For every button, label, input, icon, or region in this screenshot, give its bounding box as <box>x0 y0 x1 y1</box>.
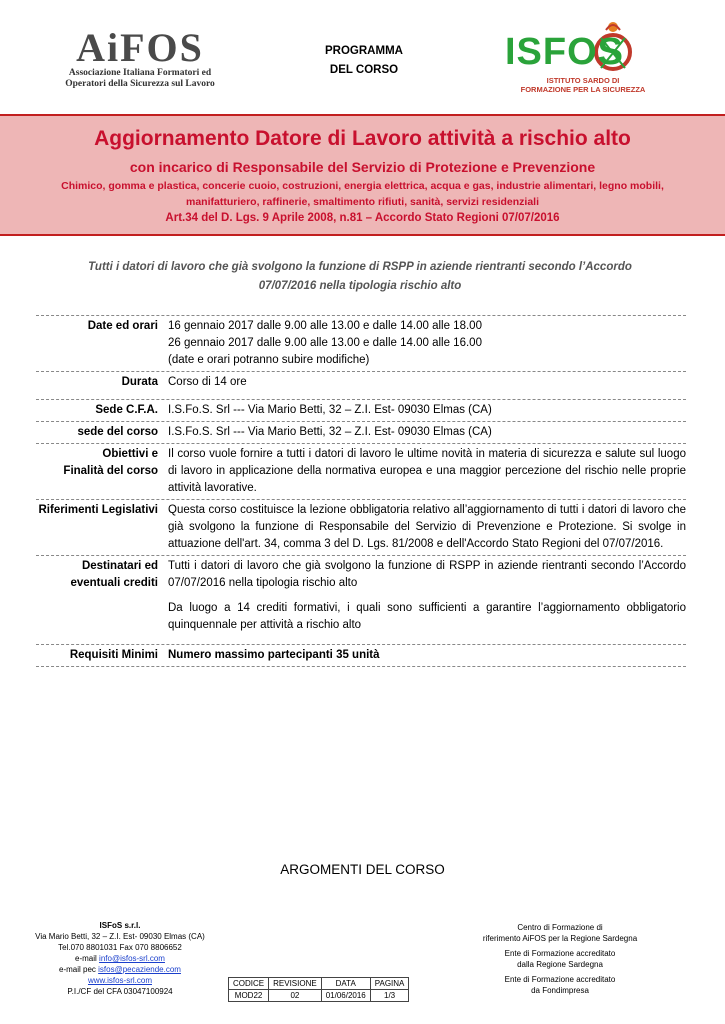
dates-value <box>168 318 686 369</box>
recipients-label-line-1: Destinatari ed <box>81 560 158 572</box>
revision-header-row <box>229 978 409 990</box>
isfos-subtitle-line-1: ISTITUTO SARDO DI <box>546 76 620 85</box>
footer-phone: Tel.070 8801031 Fax 070 8806652 <box>58 943 182 952</box>
details-row-recipients <box>36 555 686 644</box>
program-heading <box>308 42 420 80</box>
aifos-subtitle-line-1: Associazione Italiana Formatori ed <box>68 68 212 78</box>
accreditation-fondimpresa <box>470 974 650 996</box>
revision-header-code: CODICE <box>229 978 269 990</box>
footer-pec-line <box>15 964 225 975</box>
sede-corso-value: I.S.Fo.S. Srl --- Via Mario Betti, 32 – Z.I. Est- 09030 Elmas (CA) <box>168 426 492 438</box>
objectives-value: Il corso vuole fornire a tutti i datori di lavoro le ultime novità in materia di sicurezza e salute sul luogo di lavoro in applicazione della normativa europea e una maggior percezione del rischio nelle proprie attività lavorative. <box>168 448 686 494</box>
recipients-value <box>168 558 686 642</box>
dates-label: Date ed orari <box>87 320 158 332</box>
details-row-sede-corso <box>36 421 686 443</box>
footer-accreditations <box>470 922 650 1000</box>
accreditation-aifos <box>470 922 650 944</box>
program-heading-line-1: PROGRAMMA <box>325 45 403 57</box>
date-line-1: 16 gennaio 2017 dalle 9.00 alle 13.00 e dalle 14.00 alle 18.00 <box>168 320 482 332</box>
footer-company-name: ISFoS s.r.l. <box>99 921 141 930</box>
details-row-requirements <box>36 644 686 667</box>
accreditation-fondimpresa-line-1: Ente di Formazione accreditato <box>504 975 616 984</box>
revision-value-row <box>229 990 409 1002</box>
sede-cfa-label: Sede C.F.A. <box>95 404 158 416</box>
course-title: Aggiornamento Datore di Lavoro attività a rischio alto <box>94 127 631 150</box>
revision-date: 01/06/2016 <box>321 990 370 1002</box>
credits-text: Da luogo a 14 crediti formativi, i quali sono sufficienti a garantire l’aggiornamento obbligatorio quinquennale per attività a rischio alto <box>168 602 686 631</box>
course-law-reference: Art.34 del D. Lgs. 9 Aprile 2008, n.81 – Accordo Stato Regioni 07/07/2016 <box>165 212 560 224</box>
legislation-label: Riferimenti Legislativi <box>38 504 158 516</box>
footer-pec-label: e-mail pec <box>59 965 99 974</box>
footer-company-info <box>15 920 225 997</box>
requirements-label: Requisiti Minimi <box>69 649 158 661</box>
footer-email-label: e-mail <box>75 954 100 963</box>
accreditation-region-line-1: Ente di Formazione accreditato <box>504 949 616 958</box>
revision-table <box>228 977 409 1002</box>
objectives-label-line-1: Obiettivi e <box>102 448 158 460</box>
footer-email-line <box>15 953 225 964</box>
course-topics-heading: ARGOMENTI DEL CORSO <box>280 862 445 877</box>
duration-label: Durata <box>121 376 158 388</box>
isfos-subtitle-line-2: FORMAZIONE PER LA SICUREZZA <box>520 85 646 94</box>
sede-cfa-value: I.S.Fo.S. Srl --- Via Mario Betti, 32 – Z.I. Est- 09030 Elmas (CA) <box>168 404 492 416</box>
footer-address: Via Mario Betti, 32 – Z.I. Est- 09030 Elmas (CA) <box>35 932 205 941</box>
footer-pec-link[interactable]: isfos@pecaziende.com <box>98 965 181 974</box>
recipients-text: Tutti i datori di lavoro che già svolgono la funzione di RSPP in aziende rientranti secondo l’Accordo 07/07/2016 nella tipologia rischio alto <box>168 560 686 589</box>
revision-page: 1/3 <box>370 990 409 1002</box>
accreditation-fondimpresa-line-2: da Fondimpresa <box>531 986 589 995</box>
course-intro: Tutti i datori di lavoro che già svolgono la funzione di RSPP in aziende rientranti secondo l’Accordo 07/07/2016 nella tipologia rischio alto <box>88 261 632 292</box>
legislation-value: Questa corso costituisce la lezione obbligatoria relativo all’aggiornamento di tutti i datori di lavoro che già svolgono la funzione di Responsabile del Servizio di Prevenzione e Protezione. Si svolge in attuazione dell'art. 34, comma 3 del D. Lgs. 81/2008 e dell'Accordo Stato Regioni del 07/07/2016. <box>168 504 686 550</box>
details-row-legislation <box>36 499 686 555</box>
accreditation-region <box>470 948 650 970</box>
details-row-sede-cfa <box>36 399 686 421</box>
accreditation-aifos-line-1: Centro di Formazione di <box>517 923 603 932</box>
revision-header-date: DATA <box>321 978 370 990</box>
recipients-label-line-2: eventuali crediti <box>70 577 158 589</box>
accreditation-region-line-2: dalla Regione Sardegna <box>517 960 603 969</box>
aifos-logo-text: AiFOS <box>76 25 204 70</box>
course-subtitle: con incarico di Responsabile del Servizio di Protezione e Prevenzione <box>129 159 596 175</box>
aifos-subtitle <box>60 68 220 90</box>
objectives-label <box>36 446 168 497</box>
details-row-objectives <box>36 443 686 499</box>
isfos-subtitle <box>513 76 653 94</box>
duration-value: Corso di 14 ore <box>168 376 247 388</box>
details-row-dates <box>36 315 686 371</box>
program-heading-line-2: DEL CORSO <box>329 64 399 76</box>
recipients-label <box>36 558 168 642</box>
course-banner <box>0 114 725 236</box>
objectives-label-line-2: Finalità del corso <box>63 465 158 477</box>
date-note: (date e orari potranno subire modifiche) <box>168 354 370 366</box>
footer-website-link[interactable]: www.isfos-srl.com <box>87 976 152 985</box>
footer-piva: P.I./CF del CFA 03047100924 <box>67 987 173 996</box>
date-line-2: 26 gennaio 2017 dalle 9.00 alle 13.00 e dalle 14.00 alle 16.00 <box>168 337 482 349</box>
revision-number: 02 <box>269 990 322 1002</box>
sede-corso-label: sede del corso <box>77 426 158 438</box>
accreditation-aifos-line-2: riferimento AiFOS per la Regione Sardegna <box>482 934 638 943</box>
requirements-value: Numero massimo partecipanti 35 unità <box>168 649 380 661</box>
revision-header-page: PAGINA <box>370 978 409 990</box>
revision-code: MOD22 <box>229 990 269 1002</box>
footer-email-link[interactable]: info@isfos-srl.com <box>99 954 165 963</box>
course-details-table <box>36 315 686 667</box>
revision-header-revision: REVISIONE <box>269 978 322 990</box>
details-row-duration <box>36 371 686 393</box>
aifos-logo <box>60 25 240 90</box>
isfos-logo-text: ISFOS <box>505 31 625 73</box>
aifos-subtitle-line-2: Operatori della Sicurezza sul Lavoro <box>65 79 215 89</box>
course-sectors: Chimico, gomma e plastica, concerie cuoio, costruzioni, energia elettrica, acqua e gas, industrie alimentari, legno mobili, manifatturiero, raffinerie, smaltimento rifiuti, sanità, servizi residenziali <box>61 180 664 208</box>
isfos-logo <box>505 18 653 96</box>
